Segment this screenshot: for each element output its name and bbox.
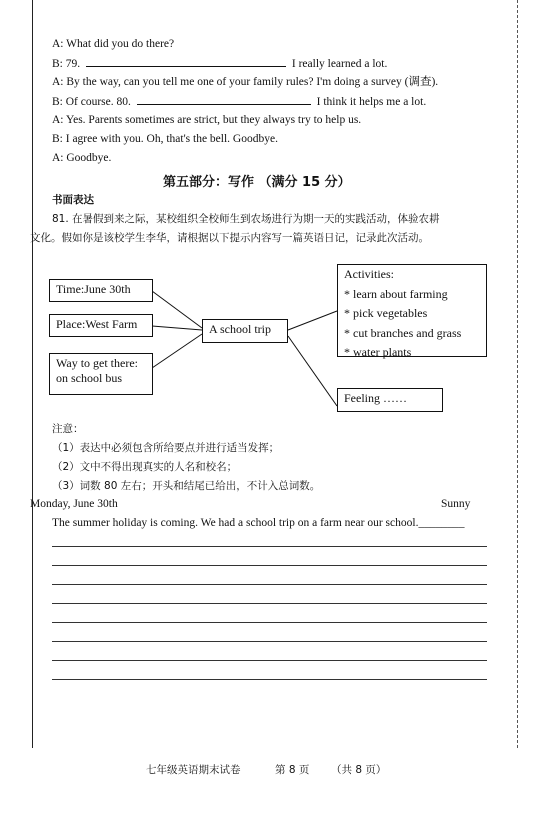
writing-line[interactable] <box>52 660 487 661</box>
activities-box <box>337 264 487 357</box>
dialogue-line-4-suffix: I think it helps me a lot. <box>316 96 427 108</box>
writing-line[interactable] <box>52 603 487 604</box>
dialogue-line-2-suffix: I really learned a lot. <box>291 58 388 70</box>
note-2: （2）文中不得出现真实的人名和校名； <box>52 461 238 473</box>
dialogue-line-1: A: What did you do there? <box>52 38 175 50</box>
footer-total-pages: （共 8 页） <box>331 764 387 776</box>
way-box <box>49 353 153 395</box>
dialogue-line-7: A: Goodbye. <box>52 152 112 164</box>
activity-item: * learn about farming <box>344 286 448 301</box>
way-line-2: on school bus <box>56 371 122 385</box>
question-81-line-1: 81. 在暑假到来之际，某校组织全校师生到农场进行为期一天的实践活动，体验农耕 <box>52 213 440 225</box>
feeling-box: Feeling …… <box>337 388 443 412</box>
section-title: 第五部分：写作 （满分 15 分） <box>163 175 351 190</box>
section-subtitle: 书面表达 <box>52 194 94 206</box>
activity-item: * cut branches and grass <box>344 325 462 340</box>
writing-line[interactable] <box>52 622 487 623</box>
activities-title: Activities: <box>344 267 394 281</box>
footer-page-number: 第 8 页 <box>275 764 310 776</box>
question-80-label: B: Of course. 80. <box>52 96 131 108</box>
place-box: Place:West Farm <box>49 314 153 337</box>
way-line-1: Way to get there: <box>56 356 139 370</box>
writing-line[interactable] <box>52 641 487 642</box>
time-box: Time:June 30th <box>49 279 153 302</box>
writing-line[interactable] <box>52 546 487 547</box>
dialogue-line-6: B: I agree with you. Oh, that's the bell. Goodbye. <box>52 133 278 145</box>
diary-date: Monday, June 30th <box>30 498 118 510</box>
writing-line[interactable] <box>52 679 487 680</box>
notes-title: 注意： <box>52 423 84 435</box>
footer-exam-name: 七年级英语期末试卷 <box>146 764 241 776</box>
activity-item: * pick vegetables <box>344 306 428 320</box>
writing-line[interactable] <box>52 584 487 585</box>
dialogue-line-5: A: Yes. Parents sometimes are strict, but they always try to help us. <box>52 114 362 126</box>
center-topic-box: A school trip <box>202 319 288 343</box>
writing-line[interactable] <box>52 565 487 566</box>
diary-opening: The summer holiday is coming. We had a school trip on a farm near our school.________ <box>52 517 465 529</box>
activity-item: * water plants <box>344 345 412 359</box>
diary-weather: Sunny <box>441 498 471 510</box>
question-81-line-2: 文化。假如你是该校学生李华，请根据以下提示内容写一篇英语日记，记录此次活动。 <box>30 232 429 244</box>
dialogue-line-3: A: By the way, can you tell me one of your family rules? I'm doing a survey (调查). <box>52 76 439 88</box>
note-3: （3）词数 80 左右；开头和结尾已给出，不计入总词数。 <box>52 480 321 492</box>
note-1: （1）表达中必须包含所给要点并进行适当发挥； <box>52 442 280 454</box>
question-79-label: B: 79. <box>52 58 81 70</box>
